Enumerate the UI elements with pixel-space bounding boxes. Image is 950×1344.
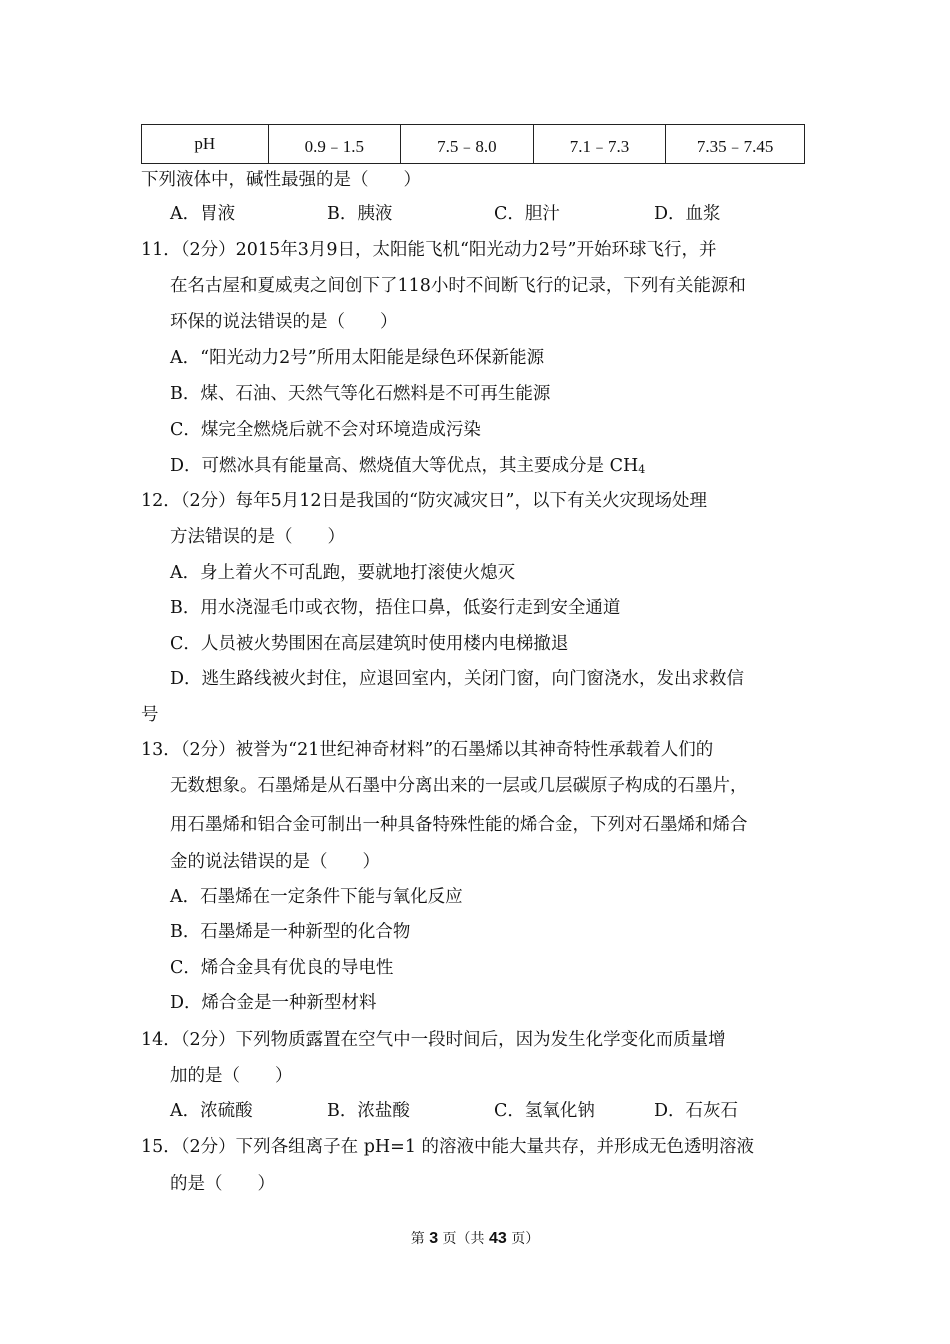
table-cell: 0.9﹣1.5 <box>268 125 401 164</box>
table-cell: 7.35﹣7.45 <box>666 125 805 164</box>
subscript-4: 4 <box>638 463 646 476</box>
table-cell: 7.5﹣8.0 <box>401 125 534 164</box>
q12-line-2: 方法错误的是（ ） <box>170 527 345 547</box>
q11-option-d <box>170 454 645 482</box>
q11-option-a: A．“阳光动力2号”所用太阳能是绿色环保新能源 <box>170 348 545 368</box>
q12-option-d: D．逃生路线被火封住，应退回室内，关闭门窗，向门窗浇水，发出求救信 <box>170 669 745 689</box>
q10-option-b: B．胰液 <box>327 204 393 224</box>
q15-line-2: 的是（ ） <box>170 1174 275 1194</box>
q15-line-1: 15．（2分）下列各组离子在 pH=1 的溶液中能大量共存，并形成无色透明溶液 <box>141 1137 755 1157</box>
q14-option-c: C．氢氧化钠 <box>494 1101 595 1121</box>
table-cell: 7.1﹣7.3 <box>533 125 666 164</box>
q11-option-d-text: D．可燃冰具有能量高、燃烧值大等优点，其主要成分是 CH <box>170 456 639 476</box>
current-page-number: 3 <box>429 1230 439 1247</box>
q14-line-1: 14．（2分）下列物质露置在空气中一段时间后，因为发生化学变化而质量增 <box>141 1030 726 1050</box>
q14-option-d: D．石灰石 <box>654 1101 739 1121</box>
q12-option-c: C．人员被火势围困在高层建筑时使用楼内电梯撤退 <box>170 634 569 654</box>
table-row <box>142 125 805 164</box>
q13-option-b: B．石墨烯是一种新型的化合物 <box>170 922 411 942</box>
q10-option-c: C．胆汁 <box>494 204 560 224</box>
q13-option-d: D．烯合金是一种新型材料 <box>170 993 377 1013</box>
q10-stem: 下列液体中，碱性最强的是（ ） <box>141 170 421 190</box>
q11-option-c: C．煤完全燃烧后就不会对环境造成污染 <box>170 420 481 440</box>
page-footer <box>0 1228 950 1248</box>
q13-line-4: 金的说法错误的是（ ） <box>170 852 380 872</box>
q13-line-3: 用石墨烯和铝合金可制出一种具备特殊性能的烯合金，下列对石墨烯和烯合 <box>170 815 748 835</box>
q13-line-2: 无数想象。石墨烯是从石墨中分离出来的一层或几层碳原子构成的石墨片， <box>170 776 748 796</box>
q12-option-d-tail: 号 <box>141 705 159 725</box>
q10-option-d: D．血浆 <box>654 204 721 224</box>
q12-option-b: B．用水浇湿毛巾或衣物，捂住口鼻，低姿行走到安全通道 <box>170 598 621 618</box>
total-pages-number: 43 <box>489 1230 507 1247</box>
q10-option-a: A．胃液 <box>170 204 236 224</box>
q11-line-3: 环保的说法错误的是（ ） <box>170 312 398 332</box>
q11-option-b: B．煤、石油、天然气等化石燃料是不可再生能源 <box>170 384 551 404</box>
q13-option-a: A．石墨烯在一定条件下能与氧化反应 <box>170 887 463 907</box>
footer-pre: 第 <box>410 1231 430 1247</box>
q12-option-a: A．身上着火不可乱跑，要就地打滚使火熄灭 <box>170 563 516 583</box>
q12-line-1: 12．（2分）每年5月12日是我国的“防灾减灾日”，以下有关火灾现场处理 <box>141 491 707 511</box>
ph-table <box>141 124 805 164</box>
q14-option-a: A．浓硫酸 <box>170 1101 253 1121</box>
q13-option-c: C．烯合金具有优良的导电性 <box>170 958 394 978</box>
q11-line-2: 在名古屋和夏威夷之间创下了118小时不间断飞行的记录，下列有关能源和 <box>170 276 746 296</box>
footer-post: 页） <box>506 1231 540 1247</box>
q14-option-b: B．浓盐酸 <box>327 1101 410 1121</box>
table-cell: pH <box>142 125 269 164</box>
q14-line-2: 加的是（ ） <box>170 1066 293 1086</box>
q13-line-1: 13．（2分）被誉为“21世纪神奇材料”的石墨烯以其神奇特性承载着人们的 <box>141 740 714 760</box>
footer-mid: 页（共 <box>438 1231 489 1247</box>
q11-line-1: 11．（2分）2015年3月9日，太阳能飞机“阳光动力2号”开始环球飞行，并 <box>141 240 717 260</box>
